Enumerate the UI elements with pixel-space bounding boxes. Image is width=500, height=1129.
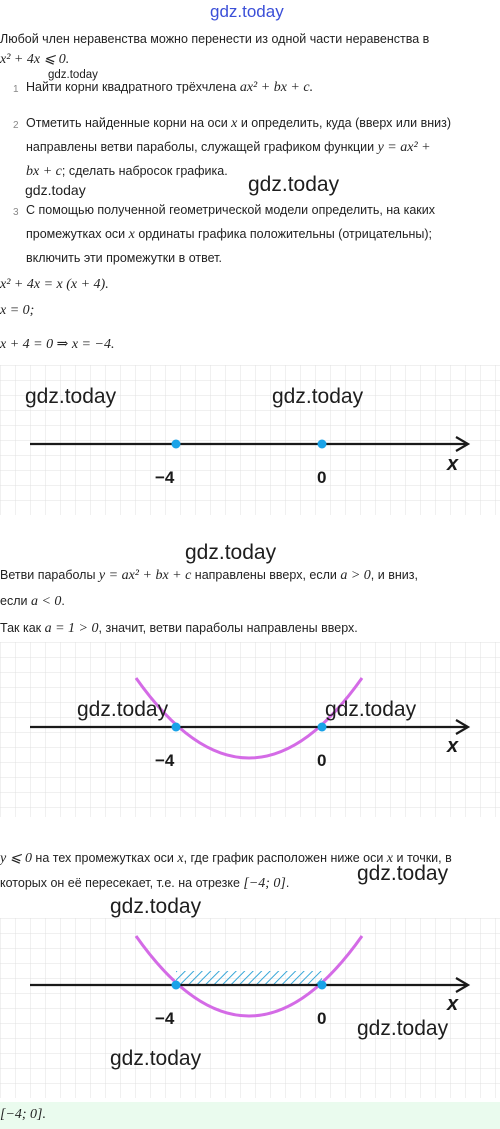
watermark-9: gdz.today (110, 895, 202, 918)
step-number-2: 2 (13, 120, 19, 131)
root-label-minus-4: −4 (155, 751, 175, 770)
watermark-small-2: gdz.today (25, 182, 86, 198)
watermark-7: gdz.today (325, 698, 417, 721)
root-point-minus-4 (172, 723, 181, 732)
watermark-6: gdz.today (77, 698, 169, 721)
root-label-minus-4: −4 (155, 468, 175, 487)
axis-label-x: x (447, 993, 459, 1015)
step-number-3: 3 (13, 207, 19, 218)
branches-line-1: Ветви параболы y = ax² + bx + c направлены вверх, если a > 0, и вниз, (0, 568, 418, 583)
step-3-line-2: промежутках оси x ординаты графика положительны (отрицательны); (26, 227, 432, 242)
conclusion-line-2: которых он её пересекает, т.е. на отрезке [−4; 0]. (0, 876, 290, 891)
solution-eq-1: x² + 4x = x (x + 4). (0, 277, 109, 292)
branches-line-2: если a < 0. (0, 594, 65, 609)
step-3-line-3: включить эти промежутки в ответ. (26, 251, 222, 265)
root-label-0: 0 (317, 751, 327, 770)
watermark-8: gdz.today (357, 862, 449, 885)
watermark-top: gdz.today (210, 2, 284, 21)
root-point-0 (318, 723, 327, 732)
step-3-line-1: С помощью полученной геометрической модели определить, на каких (26, 203, 436, 217)
figure-parabola (0, 642, 500, 817)
axis-label-x: x (447, 453, 459, 475)
step-2-line-1: Отметить найденные корни на оси x и определить, куда (вверх или вниз) (26, 116, 452, 131)
answer-box (0, 1102, 500, 1129)
root-point-minus-4 (172, 981, 181, 990)
watermark-5: gdz.today (185, 541, 277, 564)
solution-eq-2: x = 0; (0, 303, 35, 318)
step-1-text: Найти корни квадратного трёхчлена ax² + bx + c. (26, 80, 314, 95)
step-2-line-3: bx + c; сделать набросок графика. (26, 164, 228, 179)
watermark-11: gdz.today (110, 1047, 202, 1070)
root-point-0 (318, 981, 327, 990)
root-point-0 (318, 440, 327, 449)
root-label-0: 0 (317, 468, 327, 487)
watermark-2: gdz.today (248, 173, 340, 196)
root-label-minus-4: −4 (155, 1009, 175, 1028)
axis-label-x: x (447, 735, 459, 757)
watermark-4: gdz.today (272, 385, 364, 408)
step-number-1: 1 (13, 84, 19, 95)
since-text: Так как a = 1 > 0, значит, ветви параболы направлены вверх. (0, 621, 358, 636)
root-point-minus-4 (172, 440, 181, 449)
root-label-0: 0 (317, 1009, 327, 1028)
watermark-10: gdz.today (357, 1017, 449, 1040)
step-2-line-2: направлены ветви параболы, служащей графиком функции y = ax² + (26, 140, 431, 155)
answer-text: [−4; 0]. (0, 1107, 47, 1122)
conclusion-line-1: y ⩽ 0 на тех промежутках оси x, где график расположен ниже оси x и точки, в (0, 851, 452, 866)
figure-solution-segment (0, 918, 500, 1098)
intro-inequality: x² + 4x ⩽ 0. (0, 52, 70, 67)
watermark-3: gdz.today (25, 385, 117, 408)
solution-segment-hatch (176, 971, 322, 985)
intro-text: Любой член неравенства можно перенести из одной части неравенства в (0, 32, 430, 46)
watermark-small-1: gdz.today (48, 69, 98, 81)
solution-eq-3: x + 4 = 0 ⇒ x = −4. (0, 337, 115, 352)
